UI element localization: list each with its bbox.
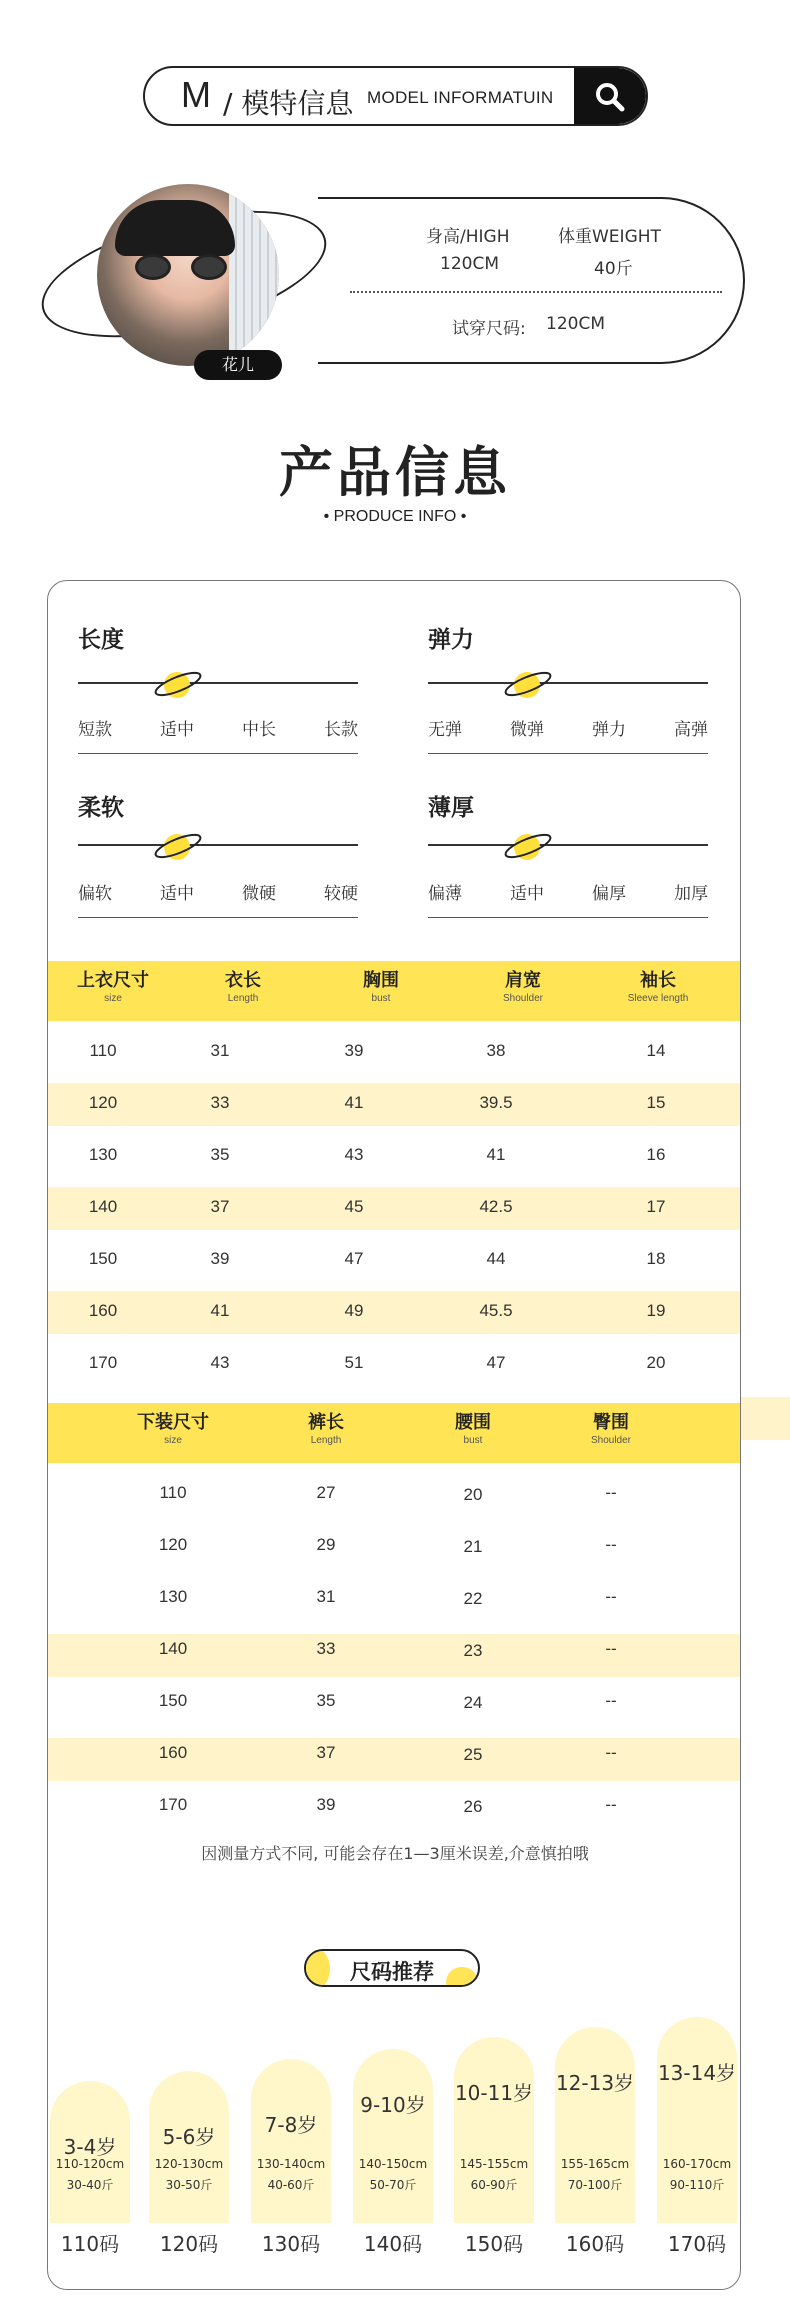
height-range: 110-120cm (55, 2157, 125, 2171)
bottom-table-cell: 29 (316, 1535, 336, 1554)
avatar-background (229, 184, 279, 366)
top-table-cell: 39 (344, 1041, 364, 1060)
size-recommend-title (304, 1949, 480, 1987)
attribute-scale (78, 844, 358, 846)
bottom-table-cell: 20 (463, 1485, 483, 1504)
attribute-option: 高弹 (674, 720, 708, 740)
attribute-title: 柔软 (78, 795, 124, 821)
bottom-table-cell: 21 (463, 1537, 483, 1556)
size-code: 140码 (363, 2232, 423, 2256)
bottom-table-cell: 37 (316, 1743, 336, 1762)
dotted-divider (350, 291, 722, 293)
bottom-table-cell: 23 (463, 1641, 483, 1660)
attribute-divider (78, 753, 358, 754)
top-header-sleeve: 袖长 Sleeve length (627, 970, 689, 1004)
product-info-title: 产品信息 (279, 441, 511, 504)
top-table-cell: 31 (210, 1041, 230, 1060)
attribute-option: 长款 (324, 720, 358, 740)
top-table-cell: 45.5 (479, 1301, 513, 1320)
top-table-cell: 35 (210, 1145, 230, 1164)
attribute-softness (78, 789, 358, 929)
bottom-table-cell: -- (605, 1535, 617, 1554)
planet-marker-icon (152, 667, 204, 703)
bottom-table-cell: 35 (316, 1691, 336, 1710)
model-header-subtitle: MODEL INFORMATUIN (367, 88, 554, 107)
search-icon (594, 81, 626, 113)
attribute-option: 微硬 (242, 884, 276, 904)
height-range: 160-170cm (662, 2157, 732, 2171)
top-table-cell: 47 (486, 1353, 506, 1372)
attribute-scale (78, 682, 358, 684)
attribute-option: 中长 (242, 720, 276, 740)
top-table-cell: 16 (646, 1145, 666, 1164)
decorative-stripe (741, 1397, 790, 1440)
attribute-option: 加厚 (674, 884, 708, 904)
top-table-cell: 150 (88, 1249, 118, 1268)
top-table-cell: 18 (646, 1249, 666, 1268)
bottom-header-length: 裤长 Length (308, 1412, 344, 1446)
product-info-subtitle: • PRODUCE INFO • (323, 508, 467, 525)
bottom-table-cell: -- (605, 1639, 617, 1658)
size-code: 130码 (261, 2232, 321, 2256)
weight-range: 70-100斤 (567, 2178, 623, 2192)
model-header-letter: M (181, 74, 211, 115)
height-value: 120CM (440, 254, 499, 274)
attribute-option: 偏软 (78, 884, 112, 904)
size-recommend-card (149, 2071, 229, 2223)
attribute-title: 薄厚 (428, 795, 474, 821)
top-table-cell: 41 (344, 1093, 364, 1112)
attribute-divider (78, 917, 358, 918)
top-table-cell: 49 (344, 1301, 364, 1320)
trial-size-value: 120CM (546, 314, 605, 334)
top-table-cell: 14 (646, 1041, 666, 1060)
size-recommend-card (555, 2027, 635, 2223)
attribute-title: 长度 (78, 627, 124, 653)
height-range: 130-140cm (256, 2157, 326, 2171)
bottom-table-cell: 24 (463, 1693, 483, 1712)
size-recommend-card (353, 2049, 433, 2223)
model-header-title: / 模特信息 (223, 87, 354, 120)
height-range: 145-155cm (459, 2157, 529, 2171)
weight-range: 90-110斤 (669, 2178, 725, 2192)
product-info-card (47, 580, 741, 2290)
bottom-header-hip: 臀围 Shoulder (590, 1412, 632, 1446)
bottom-table-cell: 150 (158, 1691, 188, 1710)
size-code: 150码 (464, 2232, 524, 2256)
attribute-option: 较硬 (324, 884, 358, 904)
weight-range: 30-50斤 (165, 2178, 213, 2192)
attribute-option: 偏厚 (592, 884, 626, 904)
attribute-option-selected: 适中 (510, 884, 544, 904)
size-code: 110码 (60, 2232, 120, 2256)
attribute-elasticity (428, 621, 708, 761)
age-range: 12-13岁 (555, 2071, 635, 2095)
model-info-header (143, 66, 648, 126)
top-table-cell: 44 (486, 1249, 506, 1268)
top-table-cell: 170 (88, 1353, 118, 1372)
top-table-cell: 120 (88, 1093, 118, 1112)
size-code: 160码 (565, 2232, 625, 2256)
height-label: 身高/HIGH (426, 227, 510, 247)
size-recommend-card (657, 2017, 737, 2223)
age-range: 13-14岁 (657, 2061, 737, 2085)
height-range: 120-130cm (154, 2157, 224, 2171)
top-table-cell: 37 (210, 1197, 230, 1216)
top-table-cell: 15 (646, 1093, 666, 1112)
attribute-scale (428, 844, 708, 846)
top-header-length: 衣长 Length (225, 970, 261, 1004)
size-recommend-card (454, 2037, 534, 2223)
age-range: 3-4岁 (63, 2135, 117, 2159)
top-table-cell: 17 (646, 1197, 666, 1216)
height-range: 140-150cm (358, 2157, 428, 2171)
model-avatar (97, 184, 279, 366)
bottom-table-cell: -- (605, 1483, 617, 1502)
top-header-shoulder: 肩宽 Shoulder (502, 970, 544, 1004)
height-range: 155-165cm (560, 2157, 630, 2171)
bottom-table-cell: 33 (316, 1639, 336, 1658)
weight-label: 体重WEIGHT (558, 227, 661, 247)
bottom-table-cell: -- (605, 1743, 617, 1762)
top-table-cell: 51 (344, 1353, 364, 1372)
bottom-table-cell: 26 (463, 1797, 483, 1816)
attribute-option: 短款 (78, 720, 112, 740)
top-table-header (48, 961, 741, 1021)
weight-range: 50-70斤 (369, 2178, 417, 2192)
planet-marker-icon (152, 829, 204, 865)
size-code: 120码 (159, 2232, 219, 2256)
bottom-header-size: 下装尺寸 size (137, 1412, 209, 1446)
weight-value: 40斤 (594, 259, 633, 279)
top-header-bust: 胸围 bust (363, 970, 399, 1004)
measurement-note: 因测量方式不同, 可能会存在1—3厘米误差,介意慎拍哦 (201, 1844, 589, 1863)
bottom-table-cell: 110 (159, 1483, 187, 1502)
top-table-cell: 38 (486, 1041, 506, 1060)
bottom-table-cell: 170 (158, 1795, 188, 1814)
bottom-table-cell: 27 (316, 1483, 336, 1502)
bottom-table-cell: 25 (463, 1745, 483, 1764)
top-table-cell: 160 (88, 1301, 118, 1320)
attribute-title: 弹力 (428, 627, 474, 653)
attribute-divider (428, 917, 708, 918)
bottom-table-cell: 39 (316, 1795, 336, 1814)
size-recommend-label: 尺码推荐 (350, 1960, 434, 1984)
bottom-table-cell: 31 (316, 1587, 336, 1606)
planet-marker-icon (502, 667, 554, 703)
age-range: 7-8岁 (264, 2113, 318, 2137)
bottom-table-cell: -- (605, 1587, 617, 1606)
size-recommend-card (251, 2059, 331, 2223)
attribute-thickness (428, 789, 708, 929)
weight-range: 60-90斤 (470, 2178, 518, 2192)
planet-marker-icon (502, 829, 554, 865)
attribute-divider (428, 753, 708, 754)
attribute-option-selected: 适中 (160, 884, 194, 904)
top-table-cell: 39.5 (479, 1093, 513, 1112)
top-table-cell: 45 (344, 1197, 364, 1216)
top-table-cell: 140 (88, 1197, 118, 1216)
bottom-table-cell: 160 (158, 1743, 188, 1762)
top-table-cell: 42.5 (479, 1197, 513, 1216)
model-name-tag: 花儿 (194, 350, 282, 380)
top-table-cell: 130 (88, 1145, 118, 1164)
top-table-cell: 47 (344, 1249, 364, 1268)
weight-range: 40-60斤 (267, 2178, 315, 2192)
bottom-table-cell: 120 (158, 1535, 188, 1554)
size-recommend-card (50, 2081, 130, 2223)
top-table-cell: 110 (89, 1041, 117, 1060)
bottom-table-cell: 130 (158, 1587, 188, 1606)
bottom-table-cell: -- (605, 1795, 617, 1814)
bottom-table-cell: -- (605, 1691, 617, 1710)
search-button[interactable] (574, 68, 646, 124)
bottom-table-cell: 22 (463, 1589, 483, 1608)
top-table-cell: 41 (210, 1301, 230, 1320)
top-table-cell: 33 (210, 1093, 230, 1112)
bottom-header-waist: 腰围 bust (455, 1412, 491, 1446)
attribute-option: 无弹 (428, 720, 462, 740)
top-header-size: 上衣尺寸 size (77, 970, 149, 1004)
avatar-hat (115, 200, 235, 256)
bottom-table-cell: 140 (158, 1639, 188, 1658)
bottom-table-header (48, 1403, 741, 1463)
size-code: 170码 (667, 2232, 727, 2256)
attribute-option-selected: 适中 (160, 720, 194, 740)
model-info-panel (318, 197, 745, 364)
attribute-option: 偏薄 (428, 884, 462, 904)
top-table-cell: 19 (646, 1301, 666, 1320)
top-table-cell: 43 (210, 1353, 230, 1372)
age-range: 5-6岁 (162, 2125, 216, 2149)
top-table-cell: 41 (486, 1145, 506, 1164)
attribute-option-selected: 微弹 (510, 720, 544, 740)
attribute-option: 弹力 (592, 720, 626, 740)
trial-size-label: 试穿尺码: (452, 319, 526, 339)
top-table-cell: 20 (646, 1353, 666, 1372)
attribute-scale (428, 682, 708, 684)
age-range: 10-11岁 (454, 2081, 534, 2105)
attribute-length (78, 621, 358, 761)
top-table-cell: 43 (344, 1145, 364, 1164)
weight-range: 30-40斤 (66, 2178, 114, 2192)
age-range: 9-10岁 (360, 2093, 426, 2117)
avatar-glasses (135, 254, 227, 280)
top-table-cell: 39 (210, 1249, 230, 1268)
